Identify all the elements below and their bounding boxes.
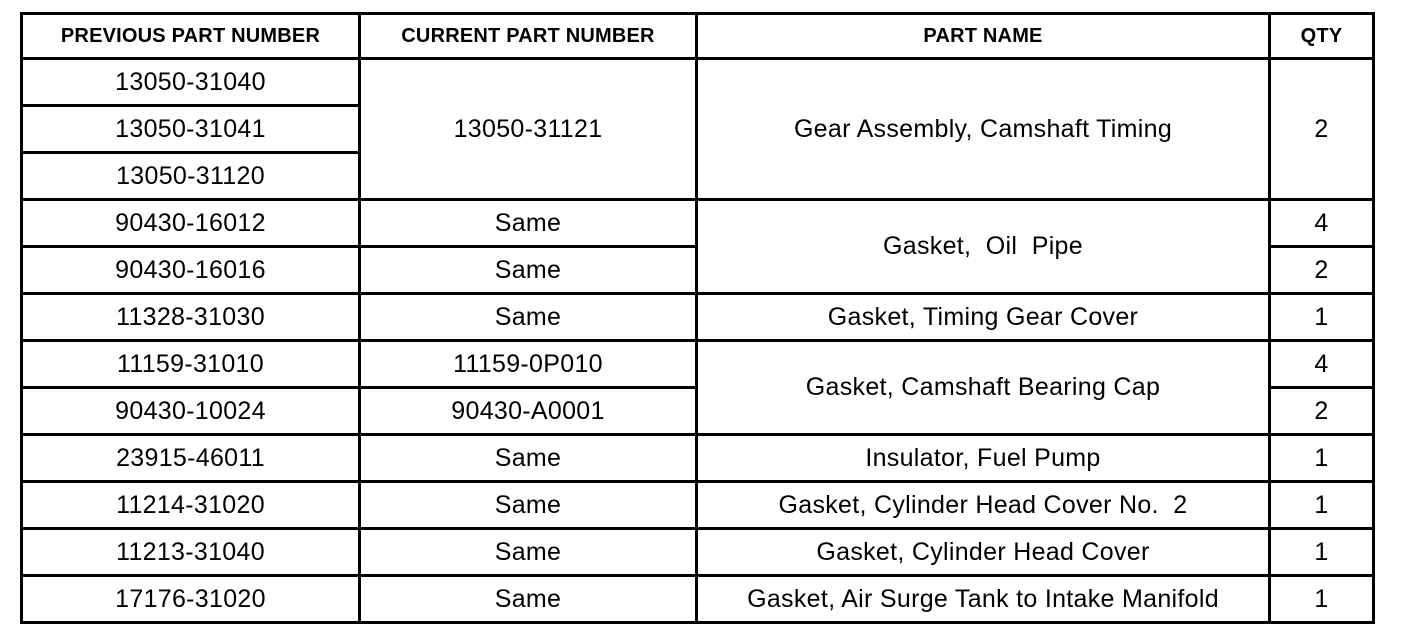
current-part-number-cell: Same bbox=[360, 294, 697, 341]
qty-cell: 1 bbox=[1270, 294, 1374, 341]
qty-cell: 4 bbox=[1270, 341, 1374, 388]
current-part-number-cell: 13050-31121 bbox=[360, 59, 697, 200]
table-header-row bbox=[22, 14, 1374, 59]
current-part-number-cell: Same bbox=[360, 529, 697, 576]
previous-part-number-cell: 90430-16012 bbox=[22, 200, 360, 247]
table-row bbox=[22, 59, 1374, 106]
qty-cell: 4 bbox=[1270, 200, 1374, 247]
part-name-cell: Gear Assembly, Camshaft Timing bbox=[697, 59, 1270, 200]
previous-part-number-cell: 11159-31010 bbox=[22, 341, 360, 388]
current-part-number-cell: 90430-A0001 bbox=[360, 388, 697, 435]
part-name-cell: Insulator, Fuel Pump bbox=[697, 435, 1270, 482]
current-part-number-cell: 11159-0P010 bbox=[360, 341, 697, 388]
current-part-number-cell: Same bbox=[360, 482, 697, 529]
part-name-cell: Gasket, Cylinder Head Cover No. 2 bbox=[697, 482, 1270, 529]
current-part-number-cell: Same bbox=[360, 247, 697, 294]
qty-cell: 2 bbox=[1270, 59, 1374, 200]
part-name-cell: Gasket, Oil Pipe bbox=[697, 200, 1270, 294]
part-name-cell: Gasket, Air Surge Tank to Intake Manifold bbox=[697, 576, 1270, 623]
table-row bbox=[22, 482, 1374, 529]
parts-table bbox=[20, 12, 1375, 624]
part-name-cell: Gasket, Camshaft Bearing Cap bbox=[697, 341, 1270, 435]
qty-cell: 1 bbox=[1270, 529, 1374, 576]
previous-part-number-cell: 11214-31020 bbox=[22, 482, 360, 529]
qty-cell: 1 bbox=[1270, 435, 1374, 482]
header-previous-part-number: PREVIOUS PART NUMBER bbox=[22, 14, 360, 59]
previous-part-number-cell: 13050-31041 bbox=[22, 106, 360, 153]
table-row bbox=[22, 529, 1374, 576]
current-part-number-cell: Same bbox=[360, 200, 697, 247]
table-row bbox=[22, 576, 1374, 623]
current-part-number-cell: Same bbox=[360, 576, 697, 623]
header-current-part-number: CURRENT PART NUMBER bbox=[360, 14, 697, 59]
part-name-cell: Gasket, Cylinder Head Cover bbox=[697, 529, 1270, 576]
previous-part-number-cell: 13050-31120 bbox=[22, 153, 360, 200]
table-row bbox=[22, 435, 1374, 482]
table-row bbox=[22, 294, 1374, 341]
table-row bbox=[22, 341, 1374, 388]
table-row bbox=[22, 200, 1374, 247]
qty-cell: 1 bbox=[1270, 482, 1374, 529]
header-part-name: PART NAME bbox=[697, 14, 1270, 59]
previous-part-number-cell: 90430-10024 bbox=[22, 388, 360, 435]
current-part-number-cell: Same bbox=[360, 435, 697, 482]
previous-part-number-cell: 17176-31020 bbox=[22, 576, 360, 623]
qty-cell: 2 bbox=[1270, 247, 1374, 294]
previous-part-number-cell: 90430-16016 bbox=[22, 247, 360, 294]
previous-part-number-cell: 11213-31040 bbox=[22, 529, 360, 576]
previous-part-number-cell: 13050-31040 bbox=[22, 59, 360, 106]
qty-cell: 1 bbox=[1270, 576, 1374, 623]
previous-part-number-cell: 11328-31030 bbox=[22, 294, 360, 341]
header-qty: QTY bbox=[1270, 14, 1374, 59]
qty-cell: 2 bbox=[1270, 388, 1374, 435]
previous-part-number-cell: 23915-46011 bbox=[22, 435, 360, 482]
part-name-cell: Gasket, Timing Gear Cover bbox=[697, 294, 1270, 341]
